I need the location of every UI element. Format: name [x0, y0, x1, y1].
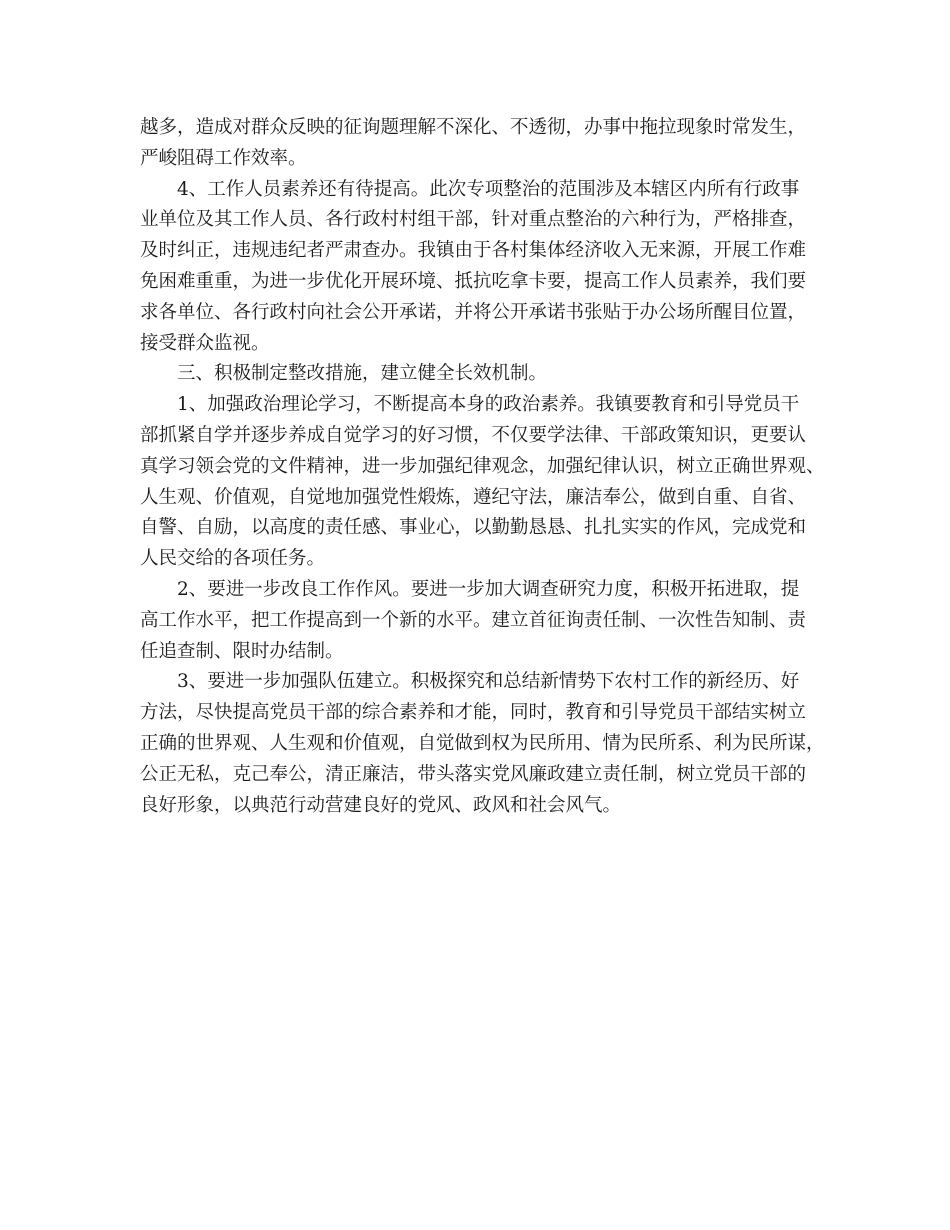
text-line: 接受群众监视。	[140, 332, 270, 354]
text-line: 正确的世界观、人生观和价值观，自觉做到权为民所用、情为民所系、利为民所谋，	[140, 732, 825, 754]
text-line: 人生观、价值观，自觉地加强党性煅炼，遵纪守法，廉洁奉公，做到自重、自省、	[140, 486, 807, 508]
text-line: 公正无私，克己奉公，清正廉洁，带头落实党风廉政建立责任制，树立党员干部的	[140, 763, 807, 785]
text-line: 良好形象，以典范行动营建良好的党风、政风和社会风气。	[140, 794, 622, 816]
text-line: 部抓紧自学并逐步养成自觉学习的好习惯，不仅要学法律、干部政策知识，更要认	[140, 424, 807, 446]
text-line: 自警、自励，以高度的责任感、事业心，以勤勤恳恳、扎扎实实的作风，完成党和	[140, 517, 807, 539]
paragraph-first-line: 3、要进一步加强队伍建立。积极探究和总结新情势下农村工作的新经历、好	[177, 671, 800, 693]
text-line: 及时纠正，违规违纪者严肃查办。我镇由于各村集体经济收入无来源，开展工作难	[140, 240, 807, 262]
text-line: 高工作水平，把工作提高到一个新的水平。建立首征询责任制、一次性告知制、责	[140, 609, 807, 631]
text-line: 人民交给的各项任务。	[140, 548, 326, 570]
text-line: 免困难重重，为进一步优化开展环境、抵抗吃拿卡要，提高工作人员素养，我们要	[140, 270, 807, 292]
paragraph-first-line: 4、工作人员素养还有待提高。此次专项整治的范围涉及本辖区内所有行政事	[177, 178, 800, 200]
paragraph-first-line: 2、要进一步改良工作作风。要进一步加大调查研究力度，积极开拓进取，提	[177, 578, 800, 600]
text-line: 严峻阻碍工作效率。	[140, 147, 307, 169]
text-line: 越多，造成对群众反映的征询题理解不深化、不透彻，办事中拖拉现象时常发生，	[140, 117, 807, 138]
paragraph-first-line: 1、加强政治理论学习，不断提高本身的政治素养。我镇要教育和引导党员干	[177, 394, 800, 416]
section-heading: 三、积极制定整改措施，建立健全长效机制。	[177, 363, 548, 385]
text-line: 方法，尽快提高党员干部的综合素养和才能，同时，教育和引导党员干部结实树立	[140, 702, 807, 724]
text-line: 求各单位、各行政村向社会公开承诺，并将公开承诺书张贴于办公场所醒目位置，	[140, 301, 807, 323]
text-line: 任追查制、限时办结制。	[140, 640, 344, 662]
text-line: 业单位及其工作人员、各行政村村组干部，针对重点整治的六种行为，严格排查，	[140, 209, 807, 231]
text-line: 真学习领会党的文件精神，进一步加强纪律观念，加强纪律认识，树立正确世界观、	[140, 455, 825, 477]
body-text	[140, 113, 825, 821]
